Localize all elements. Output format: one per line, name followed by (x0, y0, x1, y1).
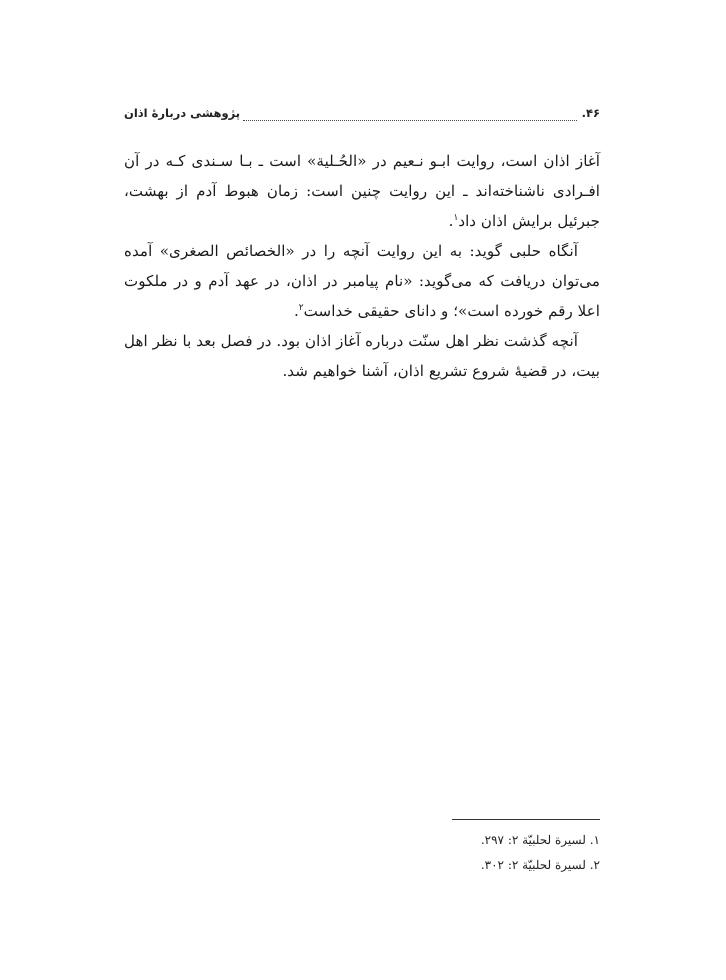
footnote-separator (452, 819, 600, 820)
paragraph-text: آغاز اذان است، روایت ابـو نـعیم در «الحُـلیة» است ـ بـا سـندی کـه در آن افـرادی ناشناخته‌اند ـ این روایت چنین است: زمان هبوط آدم از بهشت، جبرئیل برایش اذان داد (124, 152, 600, 230)
paragraph (124, 236, 600, 326)
paragraph-text: آنچه گذشت نظر اهل سنّت درباره آغاز اذان بود. در فصل بعد با نظر اهل بیت، در قضیهٔ شروع تشریع اذان، آشنا خواهیم شد. (124, 332, 600, 380)
footnote-marker: ۲ (298, 302, 304, 313)
body-text (124, 146, 600, 386)
paragraph (124, 326, 600, 386)
footnotes (300, 828, 600, 878)
page-number: ۴۶. (581, 106, 600, 120)
running-header (124, 106, 600, 124)
footnote-item (300, 853, 600, 878)
footnote-number: ۲. (589, 858, 600, 872)
footnote-text: لسیرة لحلبیّة ۲: ۳۰۲. (480, 858, 586, 872)
footnote-item (300, 828, 600, 853)
footnote-text: لسیرة لحلبیّة ۲: ۲۹۷. (480, 833, 586, 847)
footnote-number: ۱. (589, 833, 600, 847)
paragraph-end: . (448, 212, 454, 230)
running-title: پژوهشی دربارهٔ اذان (124, 106, 241, 120)
footnote-marker: ۱ (453, 212, 459, 223)
dot-leader (243, 120, 576, 121)
paragraph (124, 146, 600, 236)
paragraph-text: آنگاه حلبی گوید: به این روایت آنچه را در «الخصائص الصغری» آمده می‌توان دریافت که می‌گوید: «نام پیامبر در اذان، در عهد آدم و در ملکوت اعلا رقم خورده است»؛ و دانای حقیقی خداست (124, 242, 600, 320)
paragraph-end: . (293, 302, 299, 320)
